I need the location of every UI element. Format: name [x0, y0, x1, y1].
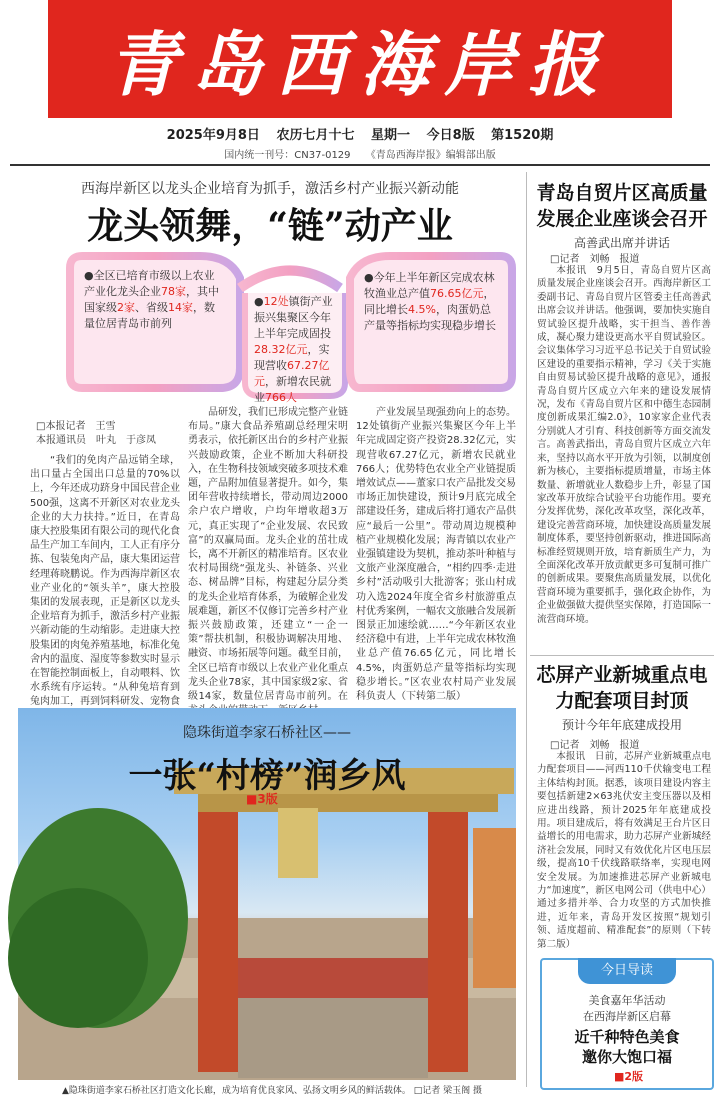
weekday: 星期一 [371, 128, 411, 143]
publication-info [0, 146, 720, 161]
lead-byline: □本报记者 王雪 本报通讯员 叶丸 于彦凤 [36, 421, 156, 446]
story3-byline: □记者 刘畅 报道 [550, 740, 640, 751]
lead-kicker: 西海岸新区以龙头企业培育为抓手，激活乡村产业振兴新动能 [81, 181, 459, 197]
story2-body: 本报讯 9月5日，青岛自贸片区高质量发展企业座谈会召开。西海岸新区工委副书记、青岛自贸片区管委主任高善武出席会议并讲话。他强调，要加快实施自贸试验区提升战略，实干担当、善作善成，凝心聚力建设更高水平自贸试验区。会议集体学习习近平总书记关于自贸试验区建设的重要指示精神，学习《关于实施自由贸易试验区提升战略的意见》，通报青岛自贸片区成立六年来的建设发展情况，发布《青岛自贸片区和中德生态园制度创新成果汇编2.0》，10家家企业代表分别就人才引育、科技创新等方面交流发言。高善武指出，青岛自贸片区成立六年来，坚持以高水平开放为引领，以制度创新为核心，主要指标提质增量，市场主体数量、新增就业人数稳步上升，彰显了国家改革开放综合试验平台功能作用。要充分发挥优势，深化改革攻坚，深化改革，建设完善营商环境，加快建设高质量发展制度体系，要坚持创新驱动，推进国际高标准经贸规则开放，培育新质生产力，为全面深化改革开放贡献更多可复制可推广的创新成果。要聚焦高质量发展，以优化营商环境为重要抓手，强化政企协作，为企业做强做大提供坚实保障，打造国际一流营商环境。 [537, 265, 711, 625]
guide-line-2: 在西海岸新区启幕 [583, 1010, 671, 1023]
guide-page-ref[interactable]: ■2版 [614, 1070, 644, 1083]
lead-infographic [60, 248, 520, 404]
issue-number: 第1520期 [491, 128, 554, 143]
info-box-output: ●今年上半年新区完成农林牧渔业总产值76.65亿元，同比增长4.5%，肉蛋奶总产量等指标均实现稳步增长 [364, 271, 496, 332]
newspaper-title: 青岛西海岸报 [108, 22, 612, 106]
info-box-clusters: ●12处镇街产业振兴集聚区今年上半年完成固投28.32亿元，实现营收67.27亿元，新增农民就业766人 [254, 295, 333, 404]
header-divider [10, 164, 710, 166]
lead-column-1: “我们的免肉产品远销全球，出口量占全国出口总量的70%以上，今年还成功跻身中国民营企业500强，这离不开新区对农业龙头企业的大力扶持。”近日，在青岛康大控股集团有限公司的现代化食品生产加工车间内，工人正有序分拣、包装兔肉产品，康大集团运营经理蒋晓鹏说。作为西海岸新区农业产业化的“领头羊”，康大控股集团的发展表现，正是新区以龙头企业培育为抓手，激活乡村产业振兴新动能的生动缩影。走进康大控股集团的肉兔养殖基地，标准化兔舍内的温度、湿度等参数实时显示在智能控制面板上，自动喂料、饮水系统有序运转。“从种兔培育到兔肉加工，再到饲料研发、宠物食 [30, 455, 180, 708]
guide-headline-2: 邀你大饱口福 [581, 1048, 672, 1066]
story3-headline: 芯屏产业新城重点电力配套项目封顶 [536, 664, 708, 712]
photo-headline: 一张“村榜”润乡风 [128, 756, 406, 796]
lead-column-2: 品研发，我们已形成完整产业链布局。”康大食品养殖副总经理宋明勇表示，依托新区出台的乡村产业振兴鼓励政策，企业不断加大科研投入，在生物科技领域突破多项技术难题，产品附加值显著提升。如今，集团年营收持续增长，带动周边2000余户农户增收，户均年增收超3万元，真正实现了“企业发展、农民致富”的双赢局面。龙头企业的茁壮成长，离不开新区的精准培育。区农业农村局围绕“强龙头、补链条、兴业态、树品牌”目标，构建起分层分类的龙头企业培育体系，为破解企业发展难题，新区不仅修订完善乡村产业振兴鼓励政策，还建立“一企一策”帮扶机制，积极协调解决用地、融资、市场拓展等问题。截至目前，全区已培育市级以上农业产业化重点龙头企业78家，其中国家级2家、省级14家，数量位居青岛市前列。在 [188, 407, 348, 703]
issue-date: 2025年9月8日 [166, 128, 260, 143]
story2-byline: □记者 刘畅 报道 [550, 254, 640, 265]
photo-caption: ▲隐珠街道李家石桥社区打造文化长廊，成为培育优良家风、弘扬文明乡风的鲜活载体。 □记者 梁玉阁 摄 [62, 1086, 483, 1096]
story3-body: 本报讯 日前，芯屏产业新城重点电力配套项目——河西110千伏输变电工程主体结构封顶。据悉，该项目建设内容主要包括新建2×63兆伏安主变压器以及相应进出线路，预计2025年年底建成投用。项目建成后，将有效满足王台片区日益增长的用电需求，助力芯屏产业新城经济社会发展，同时又有效优化片区电压层级，提高10千伏线路联络率，实现电网安全发展。为加速推进芯屏产业新城电力“加速度”，新区电网公司（供电中心）通过多措并举、合力攻坚的方式加快推进，近年来，青岛开发区按照“规划引领、适度超前、精准配套”的原则（下转第二版） [537, 751, 711, 950]
photo-page-ref[interactable]: ■3版 [246, 792, 278, 806]
today-guide-box[interactable] [540, 958, 714, 1090]
lead-headline: 龙头领舞，“链”动产业 [87, 205, 453, 247]
publisher: 《青岛西海岸报》编辑部出版 [365, 150, 496, 161]
info-box-enterprises: ●全区已培育市级以上农业产业化龙头企业78家，其中国家级2家、省级14家，数量位居青岛市前列 [84, 269, 219, 330]
lunar-date: 农历七月十七 [276, 128, 355, 143]
serial-number: 国内统一刊号：CN37-0129 [224, 150, 351, 161]
page-count: 今日8版 [426, 128, 475, 143]
story3-subhead: 预计今年年底建成投用 [561, 718, 682, 732]
story-divider [530, 655, 714, 656]
guide-header: 今日导读 [578, 958, 676, 984]
photo-kicker: 隐珠街道李家石桥社区—— [183, 725, 351, 741]
masthead [48, 0, 672, 118]
story2-subhead: 高善武出席并讲话 [573, 236, 670, 250]
guide-line-1: 美食嘉年华活动 [588, 994, 666, 1007]
story2-headline: 青岛自贸片区高质量发展企业座谈会召开 [536, 182, 708, 230]
dateline [0, 124, 720, 143]
lead-column-3: 产业发展呈现强劲向上的态势。12处镇街产业振兴集聚区今年上半年完成固定资产投资28.32亿元，实现营收67.27亿元，新增农民就业766人；优势特色农业全产业链提质增效试点——董家口农产品批发交易市场正加快建设，预计9月底完成全部建设任务，建成后将打通农产品供应“最后一公里”。带动周边规模种植产业规模化发展；海青镇以农业产业强镇建设为契机，推动茶叶种植与文旅产业深度融合，“相约四季·走进乡村”活动吸引大批游客；张山村成功入选2024年度全省乡村旅游重点村优秀案例，一幅农文旅融合发展新图景正加速绘就……“今年新区农业经济稳中有进，上半年完成农林牧渔业总产值76.65亿元，同比增长4.5%，肉蛋奶总产量等指标均实现稳步增长。”区农业农村局产业发展科负责人（下转第二版） [356, 407, 516, 703]
feature-photo [18, 708, 516, 1080]
column-divider [526, 172, 527, 1087]
guide-headline-1: 近千种特色美食 [574, 1028, 680, 1046]
